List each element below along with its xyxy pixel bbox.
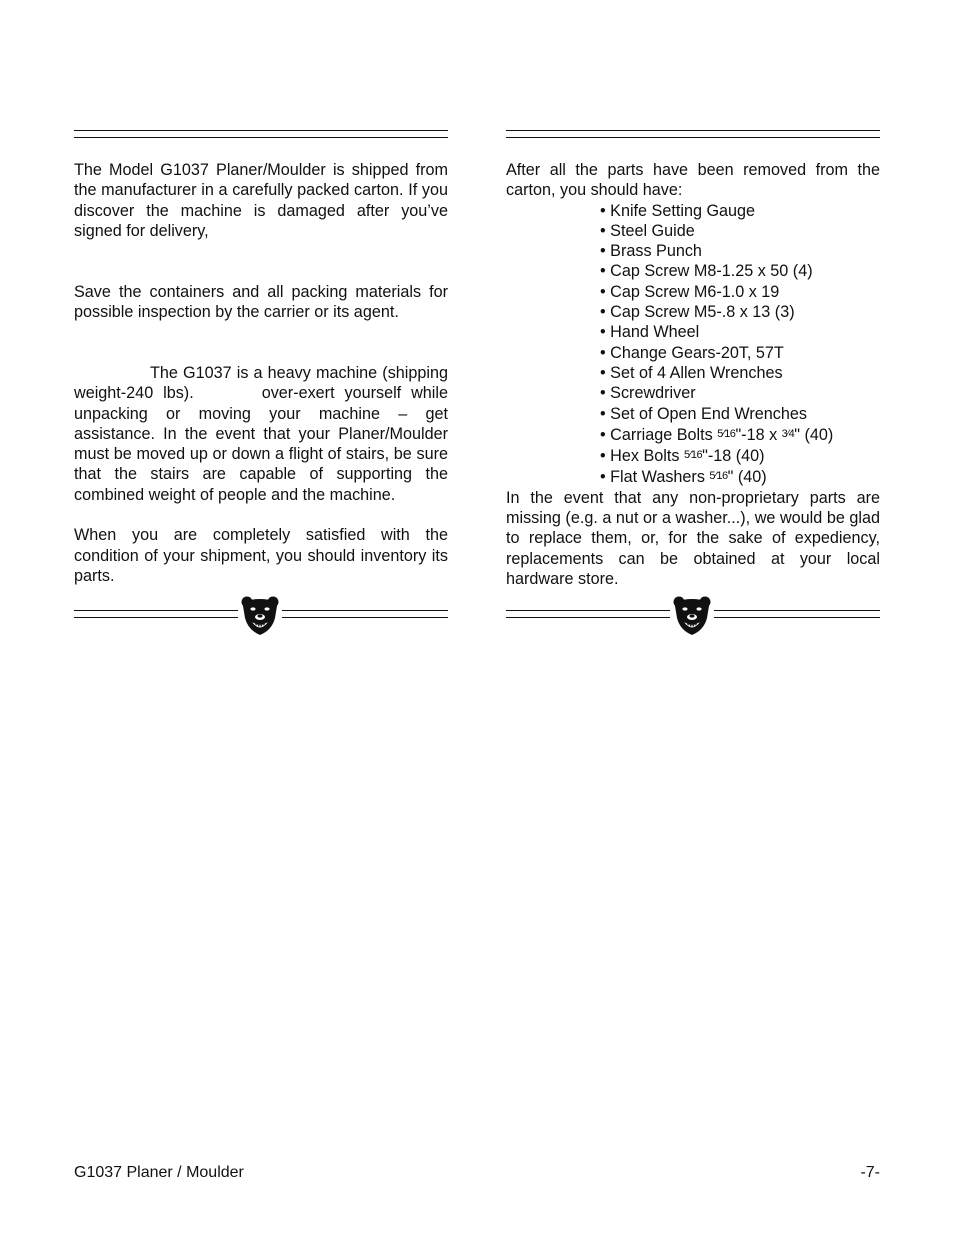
heavy-machine-paragraph xyxy=(74,363,448,505)
save-containers-paragraph: Save the containers and all packing materials for possible inspection by the carrier or its agent. xyxy=(74,282,448,322)
bear-head-icon xyxy=(240,596,280,636)
section-end-rule xyxy=(506,596,880,640)
shipping-paragraph: The Model G1037 Planer/Moulder is shipped from the manufacturer in a carefully packed carton. If you discover the machine is damaged after you’ve signed for delivery, xyxy=(74,161,448,240)
list-item: • Brass Punch xyxy=(600,242,702,261)
item-text: • Carriage Bolts xyxy=(600,425,718,444)
missing-parts-paragraph: In the event that any non-proprietary parts are missing (e.g. a nut or a washer...), we would be glad to replace them, or, for the sake of expediency, replacements can be obtained at your local hardware store. xyxy=(506,488,880,588)
fraction: 3⁄4 xyxy=(781,427,795,440)
list-item: • Hand Wheel xyxy=(600,323,700,342)
list-item: • Screwdriver xyxy=(600,384,696,403)
item-text: • Flat Washers xyxy=(600,468,710,487)
list-item: • Knife Setting Gauge xyxy=(600,201,756,220)
list-item: • Cap Screw M5-.8 x 13 (3) xyxy=(600,303,795,322)
item-text: "-18 x xyxy=(735,425,782,444)
parts-list xyxy=(506,201,880,488)
item-text: • Hex Bolts xyxy=(600,447,684,466)
fraction: 5⁄16 xyxy=(717,427,736,440)
over-exert-sentence: over-exert yourself while unpacking or moving your machine – get assistance. In the event that your Planer/Moulder must be moved up or down a flight of stairs, be sure that the stairs are capable of supporting the combined weight of people and the machine. xyxy=(74,384,448,504)
footer-title: G1037 Planer / Moulder xyxy=(74,1164,244,1181)
list-item: • Set of 4 Allen Wrenches xyxy=(600,363,783,382)
left-text xyxy=(74,160,448,586)
section-header-rule xyxy=(506,130,880,139)
item-text: " (40) xyxy=(727,468,767,487)
fraction: 5⁄16 xyxy=(683,449,703,462)
heavy-machine-sentence: The G1037 is a heavy machine (shipping weight-240 lbs). xyxy=(74,363,448,403)
list-item xyxy=(600,445,880,466)
list-item: • Steel Guide xyxy=(600,221,695,240)
section-header-rule xyxy=(74,130,448,139)
list-item: • Change Gears-20T, 57T xyxy=(600,343,784,362)
item-text: " (40) xyxy=(794,425,834,444)
section-end-rule xyxy=(74,596,448,640)
bear-head-icon xyxy=(672,596,712,636)
list-item: • Set of Open End Wrenches xyxy=(600,404,807,423)
item-text: "-18 (40) xyxy=(702,447,765,466)
list-item: • Cap Screw M8-1.25 x 50 (4) xyxy=(600,262,813,281)
page-number: -7- xyxy=(860,1164,880,1181)
list-item xyxy=(600,424,880,445)
list-item xyxy=(600,466,880,487)
inventory-paragraph: When you are completely satisfied with the condition of your shipment, you should inventory its parts. xyxy=(74,526,448,585)
inventory-intro: After all the parts have been removed from the carton, you should have: xyxy=(506,161,880,200)
fraction: 5⁄16 xyxy=(709,470,728,483)
list-item: • Cap Screw M6-1.0 x 19 xyxy=(600,282,780,301)
right-text xyxy=(506,160,880,589)
